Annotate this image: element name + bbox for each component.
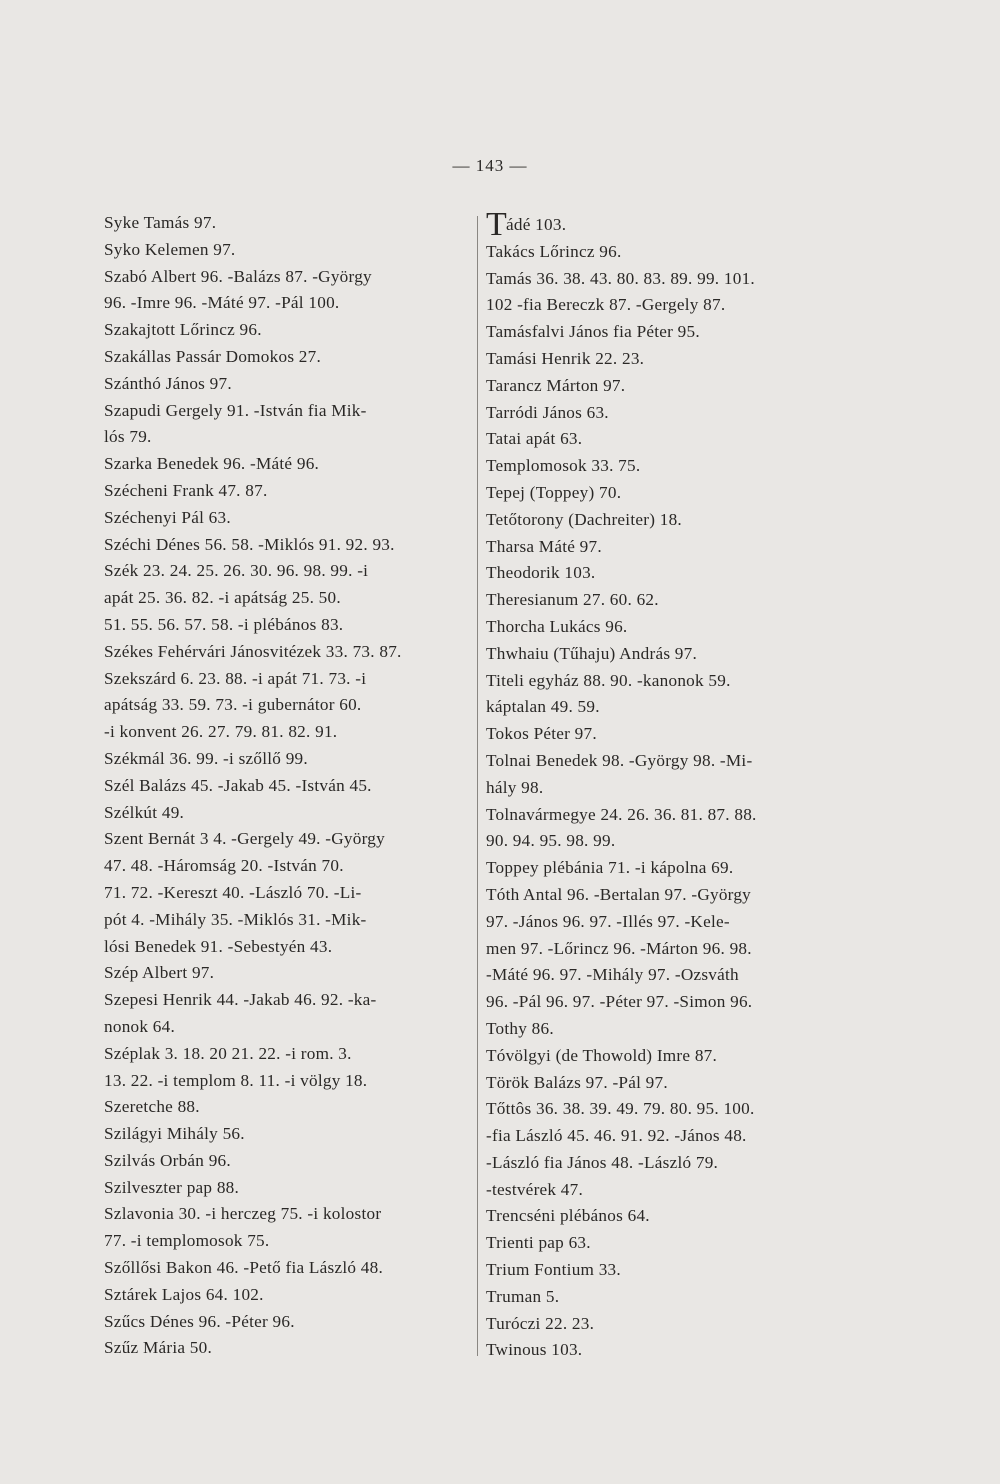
index-line: Tepej (Toppey) 70. xyxy=(486,482,622,502)
index-line: nonok 64. xyxy=(104,1016,175,1036)
index-line: Tarródi János 63. xyxy=(486,402,609,422)
index-line: 102 -fia Bereczk 87. -Gergely 87. xyxy=(486,295,726,315)
index-line: Szapudi Gergely 91. -István fia Mik- xyxy=(104,400,367,420)
index-column-right-lines xyxy=(486,239,866,1364)
index-line: -Máté 96. 97. -Mihály 97. -Ozsváth xyxy=(486,965,739,985)
index-line-first xyxy=(486,206,866,243)
index-line: -fia László 45. 46. 91. 92. -János 48. xyxy=(486,1126,747,1146)
index-line: Trencséni plébános 64. xyxy=(486,1206,650,1226)
index-line: pót 4. -Mihály 35. -Miklós 31. -Mik- xyxy=(104,909,367,929)
index-line: -i konvent 26. 27. 79. 81. 82. 91. xyxy=(104,722,338,742)
drop-initial: T xyxy=(486,206,508,243)
index-line: Tamási Henrik 22. 23. xyxy=(486,348,645,368)
index-line: Szilvás Orbán 96. xyxy=(104,1150,231,1170)
index-line: Széplak 3. 18. 20 21. 22. -i rom. 3. xyxy=(104,1043,352,1063)
index-line: 71. 72. -Kereszt 40. -László 70. -Li- xyxy=(104,882,362,902)
index-line: Székes Fehérvári Jánosvitézek 33. 73. 87. xyxy=(104,641,402,661)
index-line: Twinous 103. xyxy=(486,1340,583,1360)
index-line: Tothy 86. xyxy=(486,1018,554,1038)
index-column-left xyxy=(104,210,476,1362)
index-line: Truman 5. xyxy=(486,1286,560,1306)
index-column-right xyxy=(486,206,866,1364)
index-line: Syke Tamás 97. xyxy=(104,213,217,232)
index-line: Theodorik 103. xyxy=(486,563,596,583)
index-line: Szekszárd 6. 23. 88. -i apát 71. 73. -i xyxy=(104,668,367,688)
index-line: -testvérek 47. xyxy=(486,1179,584,1199)
index-line: Szarka Benedek 96. -Máté 96. xyxy=(104,454,320,474)
index-line: Tamásfalvi János fia Péter 95. xyxy=(486,322,700,342)
index-line: Szűz Mária 50. xyxy=(104,1338,213,1358)
index-line: Szepesi Henrik 44. -Jakab 46. 92. -ka- xyxy=(104,990,377,1010)
index-line: Tetőtorony (Dachreiter) 18. xyxy=(486,509,682,529)
index-line: hály 98. xyxy=(486,777,544,797)
index-line: Theresianum 27. 60. 62. xyxy=(486,590,659,610)
index-line: Turóczi 22. 23. xyxy=(486,1313,595,1333)
index-line: Szél Balázs 45. -Jakab 45. -István 45. xyxy=(104,775,372,795)
index-line: Tamás 36. 38. 43. 80. 83. 89. 99. 101. xyxy=(486,268,755,288)
index-line: Szabó Albert 96. -Balázs 87. -György xyxy=(104,266,372,286)
index-line: Titeli egyház 88. 90. -kanonok 59. xyxy=(486,670,731,690)
index-line: Szlavonia 30. -i herczeg 75. -i kolostor xyxy=(104,1204,382,1224)
index-line: Szilágyi Mihály 56. xyxy=(104,1124,245,1144)
index-line: Széchi Dénes 56. 58. -Miklós 91. 92. 93. xyxy=(104,534,395,554)
index-line: 97. -János 96. 97. -Illés 97. -Kele- xyxy=(486,911,730,931)
index-line: Sztárek Lajos 64. 102. xyxy=(104,1284,264,1304)
index-line: Szánthó János 97. xyxy=(104,373,232,393)
index-line: Tarancz Márton 97. xyxy=(486,375,626,395)
index-line: Szőllősi Bakon 46. -Pető fia László 48. xyxy=(104,1258,383,1278)
index-line: Trienti pap 63. xyxy=(486,1233,591,1253)
index-line: -László fia János 48. -László 79. xyxy=(486,1152,719,1172)
index-line: 13. 22. -i templom 8. 11. -i völgy 18. xyxy=(104,1070,368,1090)
index-line: Szélkút 49. xyxy=(104,802,185,822)
index-line: Templomosok 33. 75. xyxy=(486,456,641,476)
index-line: Székmál 36. 99. -i szőllő 99. xyxy=(104,748,308,768)
index-line: Szakállas Passár Domokos 27. xyxy=(104,346,322,366)
index-line: Török Balázs 97. -Pál 97. xyxy=(486,1072,668,1092)
index-line: 77. -i templomosok 75. xyxy=(104,1231,270,1251)
index-line: men 97. -Lőrincz 96. -Márton 96. 98. xyxy=(486,938,752,958)
index-line: Tőttôs 36. 38. 39. 49. 79. 80. 95. 100. xyxy=(486,1099,755,1119)
index-line: 47. 48. -Háromság 20. -István 70. xyxy=(104,856,344,876)
index-line: Szilveszter pap 88. xyxy=(104,1177,240,1197)
index-line: apátság 33. 59. 73. -i gubernátor 60. xyxy=(104,695,362,715)
index-line: Syko Kelemen 97. xyxy=(104,239,236,259)
column-divider xyxy=(477,216,478,1356)
index-line: 96. -Pál 96. 97. -Péter 97. -Simon 96. xyxy=(486,992,753,1012)
page-number: — 143 — xyxy=(452,156,528,175)
index-line: Szék 23. 24. 25. 26. 30. 96. 98. 99. -i xyxy=(104,561,369,581)
index-line: Tatai apát 63. xyxy=(486,429,583,449)
index-line: Trium Fontium 33. xyxy=(486,1260,621,1280)
index-line: Tharsa Máté 97. xyxy=(486,536,602,556)
index-line: Szűcs Dénes 96. -Péter 96. xyxy=(104,1311,295,1331)
index-line: Tolnai Benedek 98. -György 98. -Mi- xyxy=(486,750,753,770)
index-line: Thwhaiu (Tűhaju) András 97. xyxy=(486,643,698,663)
index-line: Szakajtott Lőrincz 96. xyxy=(104,320,262,340)
index-line: Toppey plébánia 71. -i kápolna 69. xyxy=(486,858,734,878)
index-line: lós 79. xyxy=(104,427,152,447)
index-line: Szécheni Frank 47. 87. xyxy=(104,480,268,500)
index-line: 96. -Imre 96. -Máté 97. -Pál 100. xyxy=(104,293,340,313)
index-line: káptalan 49. 59. xyxy=(486,697,600,717)
index-line-first-rest: ádé 103. xyxy=(506,215,567,234)
index-line: Szent Bernát 3 4. -Gergely 49. -György xyxy=(104,829,385,849)
index-line: Takács Lőrincz 96. xyxy=(486,241,622,261)
index-line: apát 25. 36. 82. -i apátság 25. 50. xyxy=(104,588,341,608)
index-line: Tóth Antal 96. -Bertalan 97. -György xyxy=(486,884,752,904)
index-line: 51. 55. 56. 57. 58. -i plébános 83. xyxy=(104,614,344,634)
index-line: Szép Albert 97. xyxy=(104,963,215,983)
index-line: Tolnavármegye 24. 26. 36. 81. 87. 88. xyxy=(486,804,757,824)
index-line: Szeretche 88. xyxy=(104,1097,200,1117)
index-line: 90. 94. 95. 98. 99. xyxy=(486,831,616,851)
index-line: Tóvölgyi (de Thowold) Imre 87. xyxy=(486,1045,718,1065)
index-line: Tokos Péter 97. xyxy=(486,724,597,744)
index-line: lósi Benedek 91. -Sebestyén 43. xyxy=(104,936,333,956)
index-line: Széchenyi Pál 63. xyxy=(104,507,231,527)
index-line: Thorcha Lukács 96. xyxy=(486,616,628,636)
